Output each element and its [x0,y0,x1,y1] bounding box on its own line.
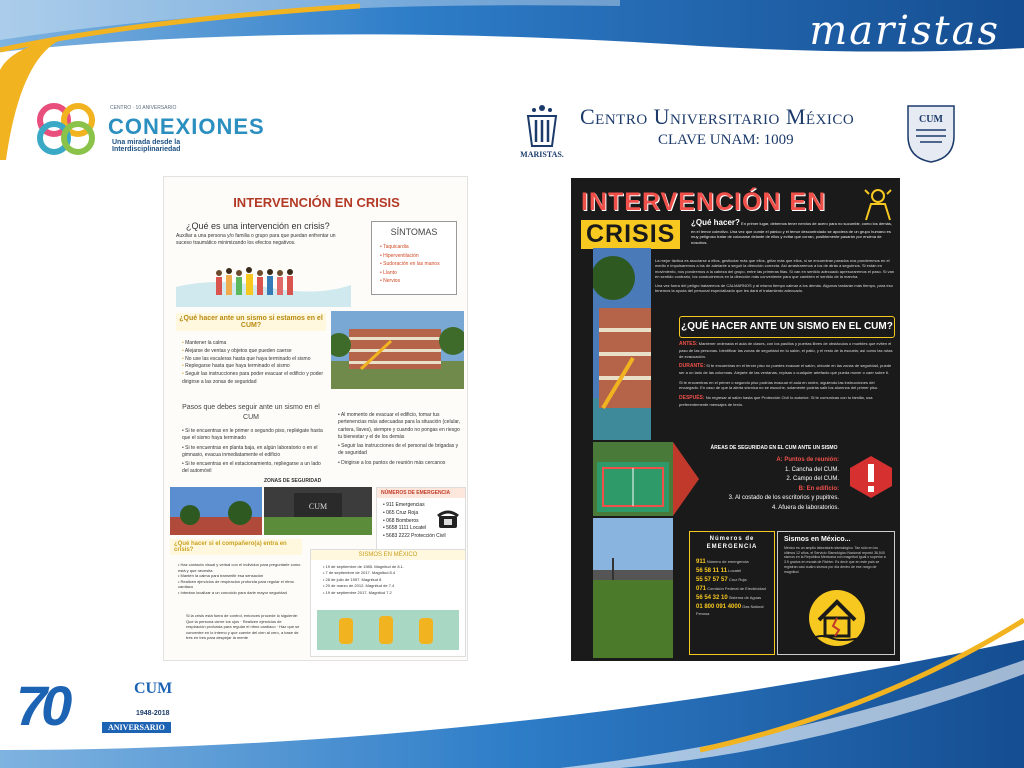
telephone-icon [437,510,459,530]
evacuar-list [338,412,463,469]
list-item: 3. Al costado de los escritorios y pupitres. [728,495,839,502]
phone-number: 55 57 57 57 [696,576,728,583]
list-item: • Sudoración en las manos [380,260,456,269]
sports-court-photo [593,442,673,516]
anniversary-years: 1948-2018 [136,710,170,717]
list-item: • Mantener la calma [182,340,332,348]
poster1-definition: Auxiliar a una persona y/o familia o grupo para que puedan enfrentar un suceso traumático minimizando los efectos negativos. [176,233,336,246]
pasos-list [182,428,327,478]
anniversary-logo [16,676,196,740]
symptoms-title: SÍNTOMAS [390,227,438,237]
que-hacer-text: En primer lugar, debemos tener nervios de acero para no sucumbir, como los demás, en el temor colectivo. Una vez que cunde el pánico y el temor descontrolado se apodera de un grupo humano es muy peligroso tratar de colocarse delante de ellos y evitar que corran, posiblemente pasarán por encima de nosotros. [691,221,892,245]
list-item: • 19 de septiembre de 1985. Magnitud de 8.1. [323,564,465,570]
institution-name: Centro Universitario México [580,104,855,129]
school-building-photo-vertical [593,248,651,440]
phone-number: 911 [696,558,706,565]
pasos-title: Pasos que debes seguir ante un sismo en el CUM [182,404,320,421]
list-item: • Seguir las instrucciones de el personal de brigadas y de seguridad [338,443,463,458]
sports-court-photo [264,487,372,535]
sismos-list [323,564,465,596]
list-item: • 065 Cruz Roja [383,510,465,518]
poster2-title-line1: INTERVENCIÓN EN [581,188,827,216]
institution-header [580,104,890,149]
red-arrow-decoration [673,442,699,516]
despues-label: DESPUÉS: [679,394,705,401]
puntos-reunion-label: A: Puntos de reunión: [776,457,839,463]
school-building-photo [331,311,464,389]
list-item: • 19 de septiembre 2017. Magnitud 7.2 [323,590,465,596]
conexiones-logo [32,100,265,160]
areas-seguridad-list [699,456,839,514]
conexiones-tagline: Una mirada desde la Interdisciplinariedad [112,139,181,153]
symptoms-box [371,221,457,295]
durante-text-2: Si te encuentras en el primer o segundo piso podrías evacuar el aula en orden, siguiendo las instrucciones del encargado. En caso de que la alerta sísmica no se escuche, solamente podrás salir los alumnos del primer piso. [679,379,879,391]
list-item: • Dirigirse a los puntos de reunión más cercanos [338,460,463,467]
poster-intervencion-light [163,176,468,661]
list-item: • Haz contacto visual y verbal con el individuo para preguntarle como está y que necesita [178,562,302,573]
sismo-cum-heading: ¿QUÉ HACER ANTE UN SISMO EN EL CUM? [679,316,895,338]
list-item: • 5658 1111 Locatel [383,525,465,533]
poster-intervencion-dark [571,178,900,661]
conexiones-subtitle: CENTRO · 10 ANIVERSARIO [110,105,177,111]
list-item: • Si te encuentras en planta baja, en algún laboratorio o en el gimnasio, evacua inmediatamente el edificio [182,445,327,460]
list-item: • No use las escaleras hasta que haya terminado el sismo [182,356,332,364]
phone-number: 56 54 32 10 [696,594,728,601]
list-item [696,567,774,575]
list-item [696,558,774,566]
list-item: • Replegarse hasta que haya terminado el sismo [182,363,332,371]
list-item: • Seguir las instrucciones para poder evacuar el edificio y poder dirigirse a las zonas de seguridad [182,371,332,387]
list-item: • Mantén la calma para transmitir esa sensación [178,573,302,579]
svg-text:CUM: CUM [308,502,328,511]
list-item [696,585,774,593]
list-item: • Nervios [380,277,456,286]
phone-label: Número de emergencia [706,558,749,564]
conexiones-title: CONEXIONES [108,114,265,139]
list-item: • Llanto [380,269,456,278]
poster1-title: INTERVENCIÓN EN CRISIS [233,195,400,210]
maristas-crest-icon [514,100,570,150]
list-item: • 911 Emergencias [383,502,465,510]
list-item: • Intentan localizar a un conocido para darle mayor seguridad [178,590,302,596]
antes-label: ANTES: [679,341,698,347]
list-item: 1. Cancha del CUM. [784,466,839,473]
phone-label: Comisión Federal de Electricidad [707,585,766,591]
areas-seguridad-title: ÁREAS DE SEGURIDAD EN EL CUM ANTE UN SISMO [710,445,838,451]
list-item: • Si te encuentras en le primer o segundo piso, repliégate hasta que el sismo haya terminado [182,428,327,443]
phone-label: Sistema de Aguas [728,594,762,600]
durante-label: DURANTE: [679,363,706,370]
sismo-cum-steps [679,341,895,412]
durante-text: Si te encuentras en el tercer piso no puedes evacuar el salón, ubícate en las zonas de seguridad, puede ser a un lado de las columnas. Alejarte de las ventanas, repisas o cualquier artefacto que pueda mover o caer sobre ti. [679,363,892,376]
list-item: • Al momento de evacuar el edificio, tomar tus pertenencias más adecuadas para la situación (celular, cartera, llaves), siempre y cuando no pongas en riesgo tu bienestar y el de los demás [338,412,463,441]
en-edificio-label: B: En edificio: [798,485,839,492]
anniversary-number: 70 [16,674,67,737]
despues-text: No regresar al salón hasta que Protección Civil lo autorice. Si te comunicas con tu familia, usa preferentemente mensajes de texto. [679,394,873,407]
poster2-body-paragraph: Una vez fuera del peligro trataremos de CALMARNOS y al mismo tiempo calmar a los demás. Algunos tardarán más tiempo, para eso tenemos la ayuda del personal especializado que les dará el tratamiento adecuado. [655,282,893,293]
phone-number: 56 58 11 11 [696,567,728,574]
sismo-cum-banner: ¿Qué hacer ante un sismo si estamos en el CUM? [176,313,326,331]
anniversary-cum: CUM [134,680,173,697]
symptoms-list [380,243,456,286]
phone-label: Locatel [728,567,742,573]
poster2-body-paragraph: La mejor táctica es asociarse a ellos, gesticular más que ellos, gritar más que ellos, si se encuentran parados nos ponderemos en el medio e impulsaremos a los de adelante a seguir la dirección correcta. Así arrastraremos a los de atrás a seguirnos. Si están en movimiento, nos pondremos a la cabeza del grupo, entre las primeras filas. Si van en sentido adecuado apresuraremos el paso. Si van en sentido contrario, los conduciremos en la dirección más conveniente para que cambien el sentido de la marcha. [655,258,895,280]
distressed-person-icon [863,188,893,222]
list-item: • Realicen ejercicios de respiración profunda para regular el ritmo cardiaco [178,579,302,590]
institution-clave: CLAVE UNAM: 1009 [658,132,794,148]
poster2-title-line2: CRISIS [581,220,680,249]
list-item: 2. Campo del CUM. [786,476,839,483]
list-item: • Taquicardia [380,243,456,252]
list-item: • 7 de septiembre de 2017. Magnitud 8.4 [323,570,465,576]
list-item: 4. Afuera de laboratorios. [771,504,839,511]
mexico-text: México es un amplio laboratorio sismológico. Tan sólo en los últimos 12 años, el Servicio Sismológico Nacional reportó 36,540 sismos en la República Mexicana con magnitud igual o superior a 3.5 grados en escala de Richter. Es decir que en este país se registran casi cuatro sismos por día dentro de ese rango de magnitud. [784,546,886,574]
que-hacer-block [691,218,896,245]
svg-text:CUM: CUM [919,114,943,125]
sismo-cum-list [182,340,332,387]
list-item: • 28 de julio de 1957. Magnitud 8 [323,577,465,583]
numeros-title: Números de EMERGENCIA [706,536,758,550]
phone-number: 071 [696,585,707,592]
alert-exclamation-icon [848,454,894,500]
conexiones-knot-icon [32,102,102,156]
companion-crisis-title: ¿Qué hacer si el compañero(a) entra en crisis? [170,539,302,555]
list-item: • 20 de marzo de 2012. Magnitud de 7.4 [323,583,465,589]
list-item: • 5683 2222 Protección Civil [383,533,465,541]
people-group-illustration [176,259,351,307]
list-item: • Hiperventilación [380,252,456,261]
maristas-script-logo: maristas [809,8,1000,54]
maristas-logo [514,100,570,162]
anniversary-label: ANIVERSARIO [102,722,171,733]
poster2-body [655,258,895,296]
list-item: • Alejarse de ventas y objetos que pueden caerse [182,348,332,356]
campus-photo [170,487,262,535]
phone-label: Gas Natural Fenosa [696,604,764,617]
cum-seal-icon [904,100,958,164]
zonas-seguridad-label: ZONAS DE SEGURIDAD [264,478,322,484]
list-item [696,576,774,584]
poster1-question: ¿Qué es una intervención en crisis? [186,221,330,231]
top-banner [0,0,1024,60]
maristas-word: MARISTAS. [520,150,564,159]
antes-text: Mantener ordenada el aula de clases, con los pasillos y puertas libres de obstáculos o muebles que eviten el paso de las personas. Identificar las zonas de seguridad en tu salón, el patio, y el resto de la escuela; así como las rutas de evacuación. [679,341,893,359]
phone-number: 01 800 091 4000 [696,604,742,611]
que-hacer-label: ¿Qué hacer? [691,218,740,227]
companion-list [178,562,302,596]
companion-extra: Si la crisis está fuera de control, entonces procede lo siguiente: Que la persona cierre los ojos · Realicen ejercicios de respiración profunda para regular el ritmo cardiaco · Haz que se concentre en lo interno y que cuente del cien al cero, a base de tres en tres para despejar la mente [186,613,300,641]
emergency-title: NÚMEROS DE EMERGENCIA [377,488,465,498]
list-item: • 068 Bomberos [383,518,465,526]
sismos-title: SISMOS EN MÉXICO [311,550,465,560]
phone-label: Cruz Roja [728,576,747,582]
mexico-title: Sismos en México... [784,536,851,543]
list-item: • Si te encuentras en el estacionamiento, repliegarse a un lado del automóvil [182,461,327,476]
